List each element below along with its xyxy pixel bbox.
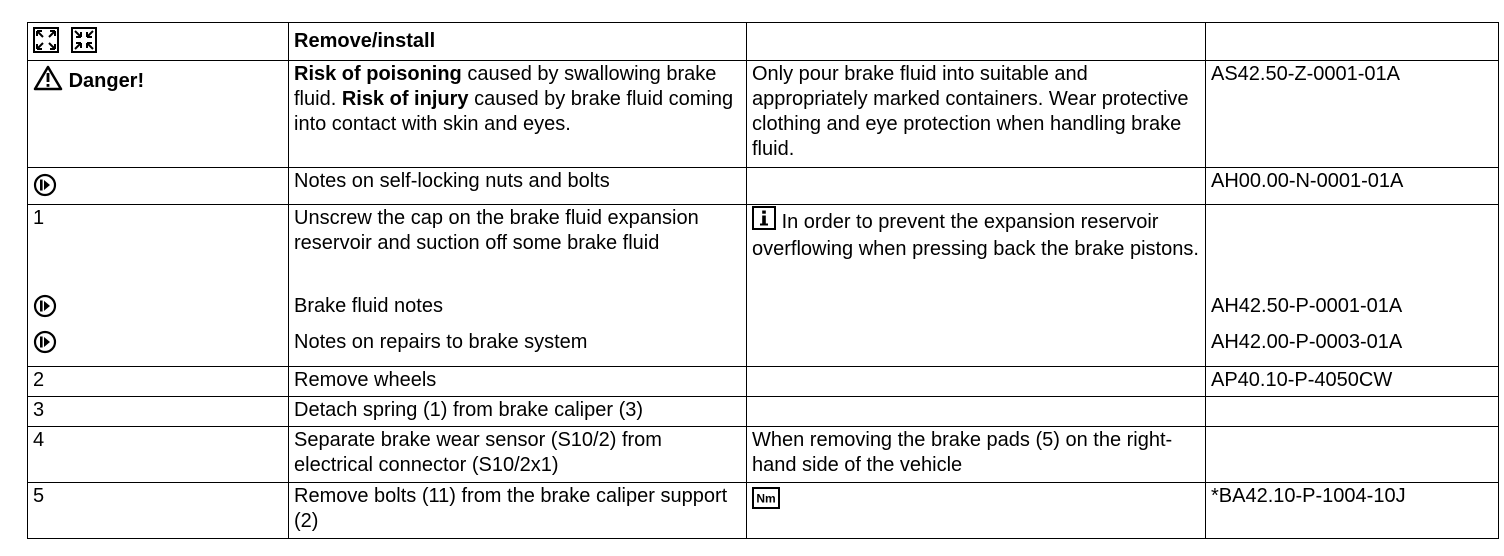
step-3-text: Detach spring (1) from brake caliper (3) xyxy=(289,397,747,427)
header-row xyxy=(28,23,1499,61)
danger-label: Danger! xyxy=(68,69,145,92)
step-1-sub1-icon-wrap xyxy=(33,294,282,330)
zoom-out-icon[interactable] xyxy=(71,27,97,60)
step-1-text: Unscrew the cap on the brake fluid expansion reservoir and suction off some brake fluid xyxy=(294,207,699,254)
step-3-empty xyxy=(747,397,1206,427)
step-2-ref[interactable]: AP40.10-P-4050CW xyxy=(1206,367,1499,397)
step-1-row xyxy=(28,205,1499,367)
step-5-num: 5 xyxy=(28,483,289,539)
danger-label-cell xyxy=(28,61,289,168)
step-1-sub2-icon-wrap xyxy=(33,330,282,366)
notes-empty xyxy=(747,168,1206,205)
step-1-sub2-text: Notes on repairs to brake system xyxy=(294,331,588,353)
step-5-text: Remove bolts (11) from the brake caliper support (2) xyxy=(289,483,747,539)
step-2-empty xyxy=(747,367,1206,397)
header-title: Remove/install xyxy=(289,23,747,61)
step-5-ref[interactable]: *BA42.10-P-1004-10J xyxy=(1206,483,1499,539)
step-1-sub1-text: Brake fluid notes xyxy=(294,295,443,317)
step-1-ref-cell xyxy=(1206,205,1499,367)
procedure-table xyxy=(27,22,1499,539)
notes-text: Notes on self-locking nuts and bolts xyxy=(289,168,747,205)
step-3-num: 3 xyxy=(28,397,289,427)
step-4-text: Separate brake wear sensor (S10/2) from electrical connector (S10/2x1) xyxy=(289,427,747,483)
note-arrow-icon xyxy=(33,173,57,204)
step-1-sub1-ref[interactable]: AH42.50-P-0001-01A xyxy=(1211,295,1403,317)
step-1-num-cell xyxy=(28,205,289,367)
step-5-torque-cell xyxy=(747,483,1206,539)
step-1-info-cell xyxy=(747,205,1206,367)
torque-nm-icon[interactable] xyxy=(752,487,780,516)
header-empty-4 xyxy=(1206,23,1499,61)
step-1-text-cell xyxy=(289,205,747,367)
notes-ref[interactable]: AH00.00-N-0001-01A xyxy=(1206,168,1499,205)
note-arrow-icon xyxy=(33,294,57,325)
warning-triangle-icon xyxy=(33,65,63,98)
notes-icon-cell xyxy=(28,168,289,205)
step-2-num: 2 xyxy=(28,367,289,397)
danger-risk-text: Risk of poisoning caused by swallowing brake fluid. Risk of injury caused by brake fluid coming into contact with skin and eyes. xyxy=(289,61,747,168)
notes-row xyxy=(28,168,1499,205)
step-2-text: Remove wheels xyxy=(289,367,747,397)
step-4-note: When removing the brake pads (5) on the right-hand side of the vehicle xyxy=(747,427,1206,483)
step-4-row xyxy=(28,427,1499,483)
step-4-ref-empty xyxy=(1206,427,1499,483)
risk-poisoning: Risk of poisoning xyxy=(294,63,462,85)
danger-measure-text: Only pour brake fluid into suitable and appropriately marked containers. Wear protective clothing and eye protection when handling brake fluid. xyxy=(747,61,1206,168)
step-1-info: In order to prevent the expansion reservoir overflowing when pressing back the brake pistons. xyxy=(752,211,1199,260)
step-3-ref-empty xyxy=(1206,397,1499,427)
info-icon xyxy=(752,206,776,237)
torque-icon-label: Nm xyxy=(756,491,776,506)
step-3-row xyxy=(28,397,1499,427)
note-arrow-icon xyxy=(33,330,57,361)
risk-injury: Risk of injury xyxy=(341,88,469,110)
step-4-num: 4 xyxy=(28,427,289,483)
step-2-row xyxy=(28,367,1499,397)
step-5-row xyxy=(28,483,1499,539)
danger-row xyxy=(28,61,1499,168)
header-icons-cell xyxy=(28,23,289,61)
step-1-num: 1 xyxy=(33,207,45,229)
danger-ref[interactable]: AS42.50-Z-0001-01A xyxy=(1206,61,1499,168)
header-empty-3 xyxy=(747,23,1206,61)
step-1-sub2-ref[interactable]: AH42.00-P-0003-01A xyxy=(1211,331,1403,353)
zoom-in-icon[interactable] xyxy=(33,27,59,60)
